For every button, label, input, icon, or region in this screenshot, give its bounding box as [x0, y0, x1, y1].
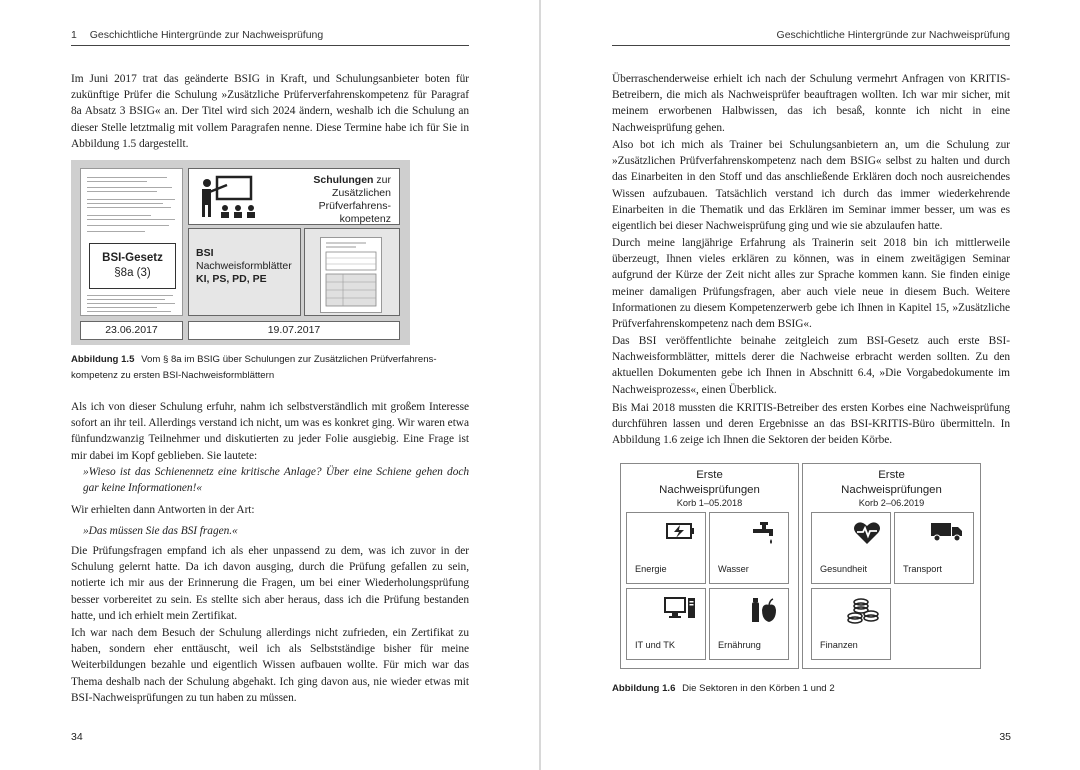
sector-tile-it-tk [626, 588, 706, 660]
battery-lightning-icon [666, 520, 696, 542]
sector-label: Energie [635, 564, 667, 574]
forms-box: BSI Nachweisformblätter KI, PS, PD, PE [188, 228, 301, 316]
korb-title: Erste Nachweisprüfungen [659, 469, 760, 496]
chapter-title: Geschichtliche Hintergründe zur Nachweisprüfung [89, 29, 324, 41]
computer-icon [664, 596, 696, 622]
paragraph: Als ich von dieser Schulung erfuhr, nahm ich selbstverständlich mit großem Interesse sofort an ihr teil. Allerdings verstand ich nicht, um was es konkret ging. Wir waren etwa fünfundzwanzig Teilnehmer und diskutierten zu jeder Folie ausgiebig. Eine Frage ist mir dabei im Kopf geblieben. Sie lautete: [71, 401, 469, 462]
sector-tile-energie [626, 512, 706, 584]
heart-pulse-icon [853, 520, 881, 546]
date-label-2: 19.07.2017 [188, 321, 400, 340]
paragraph: Also bot ich mich als Trainer bei Schulungsanbietern an, um die Schulung zur »Zusätzlichen Prüfverfahrenskompetenz nach dem BSIG« selbst zu halten und durch das Einarbeiten in den Stoff und das anschließende Erklären doch noch ausreichendes Wissen aufzubauen. Tatsächlich verstand ich durch das immer wiederkehrende Einarbeiten in die Thematik und das Erklären im Seminar immer besser, um was es eigentlich bei dieser Nachweisprüfung ging und wie sie abzulaufen hatte. [612, 139, 1010, 233]
figure-caption [612, 681, 1010, 697]
paragraph: Im Juni 2017 trat das geänderte BSIG in Kraft, und Schulungsanbieter boten für zukünftige Prüfer die Schulung »Zusätzliche Prüferverfahrenskompetenz für Paragraf 8a Absatz 3 BSIG« an. Der Titel wird sich 2024 ändern, weshalb ich die Schulung an dieser Stelle letztmalig mit vollem Paragrafen nenne. Diese Termine habe ich für Sie in Abbildung 1.5 dargestellt. [71, 73, 469, 150]
sector-label: Wasser [718, 564, 749, 574]
sector-label: IT und TK [635, 640, 676, 650]
paragraph: Bis Mai 2018 mussten die KRITIS-Betreiber des ersten Korbes eine Nachweisprüfung durchführen lassen und deren Ergebnisse an das BSI-KRITIS-Büro übermitteln. In Abbildung 1.6 zeige ich Ihnen die Sektoren der beiden Körbe. [612, 402, 1010, 447]
sector-tile-gesundheit [811, 512, 891, 584]
form-document-thumbnail [320, 237, 382, 313]
korb-subtitle: Korb 2–06.2019 [858, 498, 925, 508]
page-number: 34 [71, 731, 83, 743]
block-quote: »Das müssen Sie das BSI fragen.« [83, 525, 238, 537]
korb-title: Erste Nachweisprüfungen [841, 469, 942, 496]
sector-label: Gesundheit [820, 564, 867, 574]
running-header: Geschichtliche Hintergründe zur Nachweisprüfung [776, 29, 1010, 41]
sector-tile-transport [894, 512, 974, 584]
date-label-1: 23.06.2017 [80, 321, 183, 340]
header-rule [71, 45, 469, 46]
left-page [0, 0, 539, 770]
header-rule [612, 45, 1010, 46]
paragraph: Ich war nach dem Besuch der Schulung allerdings nicht zufrieden, ein Zertifikat zu haben, sondern eher enttäuscht, weil ich als Selbstständige bisher für meine Weiterbildungen bezahle und eigentlich Wissen aufbauen wollte. Für mich war das Thema deshalb nach der Schulung abgehakt. Ich ging davon aus, nie wieder etwas mit BSI-Nachweisprüfungen zu tun haben zu müssen. [71, 627, 469, 704]
sector-label: Finanzen [820, 640, 858, 650]
korb-2-panel [802, 463, 981, 669]
running-header [71, 29, 469, 41]
caption-text: Die Sektoren in den Körben 1 und 2 [682, 683, 835, 694]
paragraph: Wir erhielten dann Antworten in der Art: [71, 504, 255, 516]
bsig-document-thumbnail [80, 168, 183, 316]
bottle-apple-icon [749, 596, 779, 624]
figure-caption [71, 352, 469, 384]
page-number: 35 [999, 731, 1011, 743]
form-thumbnail-box [304, 228, 400, 316]
caption-label: Abbildung 1.6 [612, 683, 676, 694]
training-box [188, 168, 400, 225]
paragraph: Die Prüfungsfragen empfand ich als eher unpassend zu dem, was ich zuvor in der Schulung gelernt hatte. Da ich davon ausging, durch die Prüfung gefallen zu sein, notierte ich mir aus der Erinnerung die Fragen, um bei einer Wiederholungsprüfung besser vorbereitet zu sein. Es stellte sich aber heraus, dass ich die Prüfung bestanden hatte, und ich erhielt mein Zertifikat. [71, 545, 469, 622]
paragraph: Das BSI veröffentlichte beinahe zeitgleich zum BSI-Gesetz auch erste BSI-Nachweisformblätter, mittels derer die Nachweise erbracht werden sollten. Zu den aktuellen Dokumenten gebe ich Ihnen in Abschnitt 6.4, »Die Vorgabedokumente im Nachweisprozess«, einen Überblick. [612, 335, 1010, 396]
chapter-number: 1 [71, 29, 77, 41]
sector-label: Transport [903, 564, 942, 574]
korb-1-panel [620, 463, 799, 669]
sector-tile-wasser [709, 512, 789, 584]
bsig-label-box [89, 243, 176, 289]
sector-tile-ernaehrung [709, 588, 789, 660]
caption-label: Abbildung 1.5 [71, 354, 135, 365]
coins-icon [847, 596, 881, 624]
sector-tile-finanzen [811, 588, 891, 660]
paragraph: Durch meine langjährige Erfahrung als Trainerin seit 2018 bin ich mittlerweile überzeugt, Ihnen vieles erklären zu können, was in einem zweitägigen Seminar aufgrund der Kürze der Zeit nicht alles zur Sprache kommen kann. Sie finden einige meiner damaligen Prüfungsfragen, aber auch viele neue in diesem Buch. Weitere Informationen zu diesem Kompetenzerwerb gebe ich Ihnen in Kapitel 15, »Zusätzliche Prüfverfahrenskompetenz nach dem BSIG«. [612, 237, 1010, 331]
right-page [541, 0, 1080, 770]
korb-subtitle: Korb 1–05.2018 [676, 498, 743, 508]
training-label: Schulungen zur Zusätzlichen Prüfverfahrens- kompetenz [313, 174, 391, 225]
truck-icon [930, 520, 964, 542]
sector-label: Ernährung [718, 640, 761, 650]
paragraph: Überraschenderweise erhielt ich nach der Schulung vermehrt Anfragen von KRITIS-Betreibern, die mich als Nachweisprüfer beauftragen wollten. Ich war mir sicher, mit meinem erworbenen Halbwissen, das ich besaß, konnte ich nicht in eine Nachweisprüfung gehen. [612, 73, 1010, 134]
caption-text: Vom § 8a im BSIG über Schulungen zur Zusätzlichen Prüfverfahrens-kompetenz zu ersten BSI-Nachweisformblättern [71, 354, 437, 381]
water-tap-icon [751, 520, 779, 548]
bsig-paragraph: §8a (3) [114, 267, 151, 279]
figure-1-5 [71, 160, 410, 345]
block-quote: »Wieso ist das Schienennetz eine kritische Anlage? Über eine Schiene gehen doch gar keine Informationen!« [83, 466, 469, 495]
bsig-title: BSI-Gesetz [102, 252, 163, 264]
teacher-classroom-icon [199, 175, 269, 221]
